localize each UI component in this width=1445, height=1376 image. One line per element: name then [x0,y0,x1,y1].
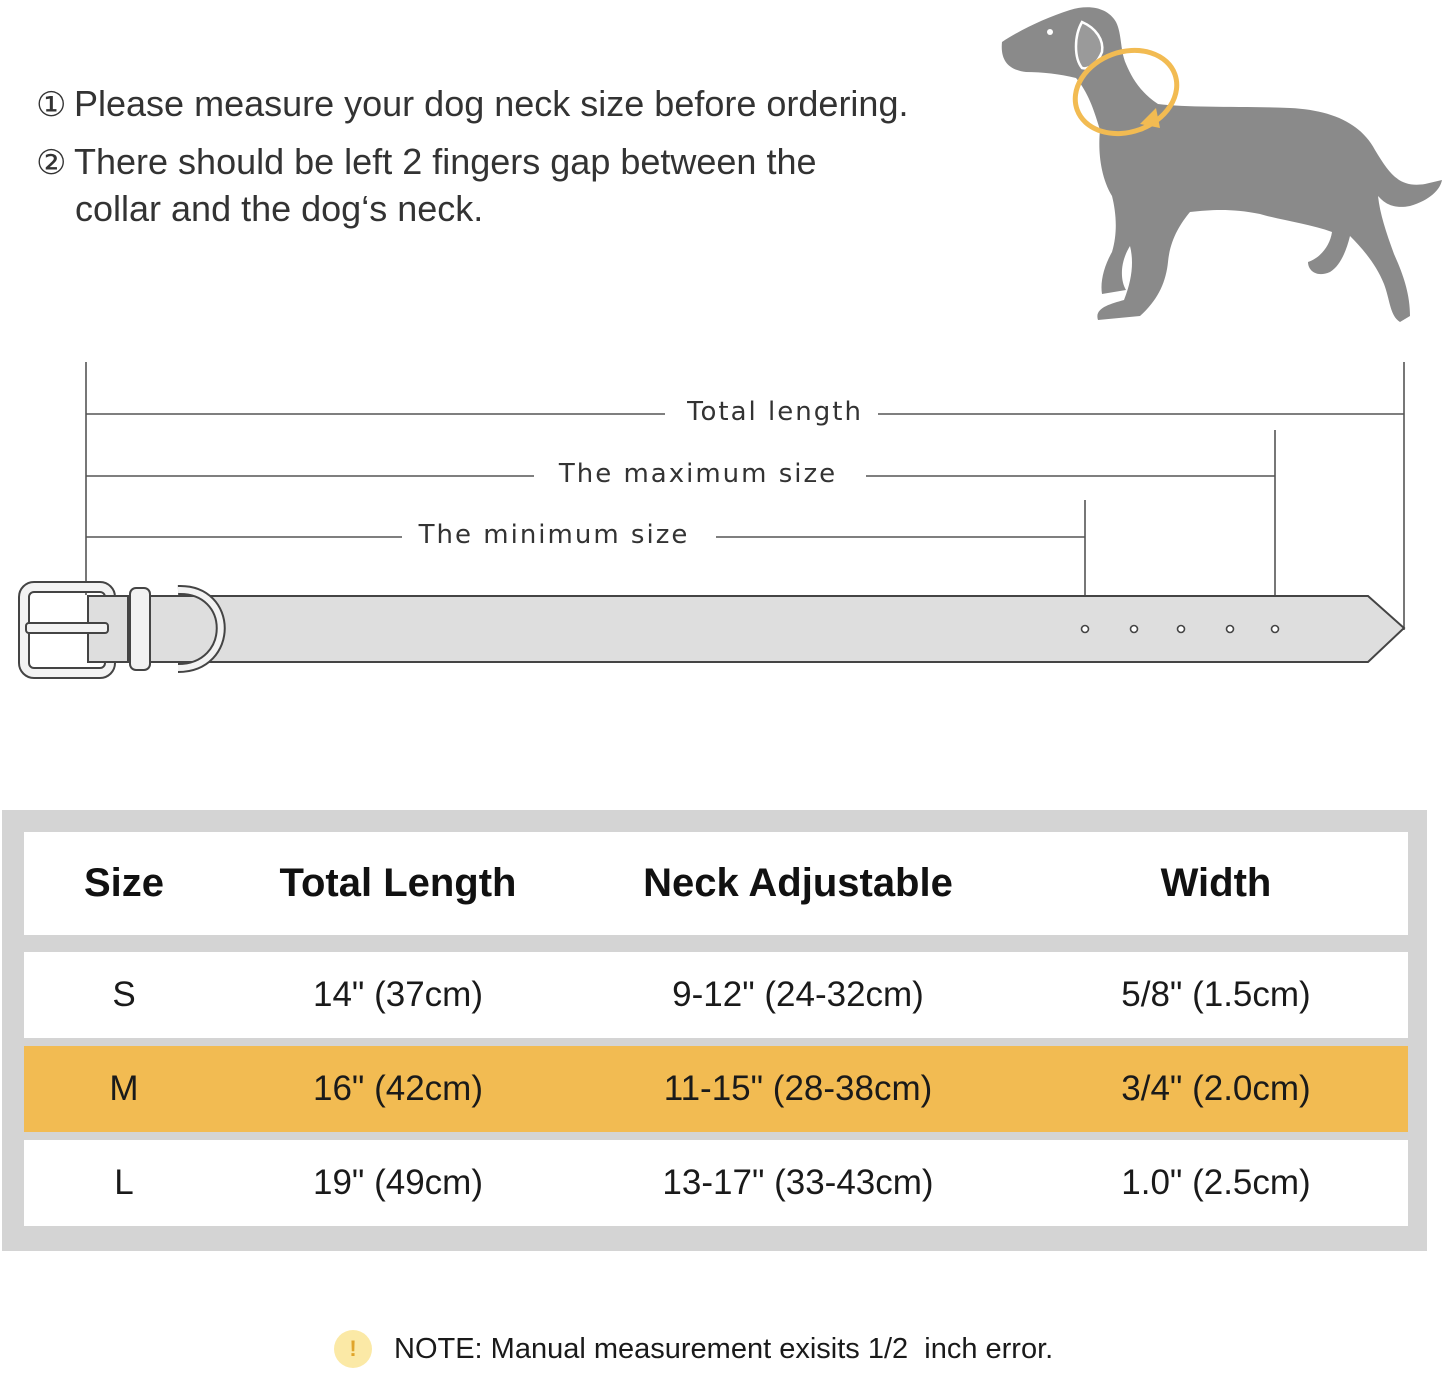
cell-total-length: 19" (49cm) [313,1163,483,1202]
header-size: Size [83,861,165,905]
collar-strap [150,596,1404,662]
exclamation-icon: ! [334,1330,372,1368]
note-text: NOTE: Manual measurement exisits 1/2 inch error. [394,1332,1054,1365]
measurement-note [334,1330,1053,1368]
instruction-2-text: There should be left 2 fingers gap between the [74,141,817,182]
cell-neck-adjustable: 11-15" (28-38cm) [663,1069,933,1108]
total-length-label: Total length [687,397,863,427]
dog-silhouette-icon [1002,7,1442,322]
size-table [2,810,1427,1251]
header-width: Width [1160,861,1272,905]
cell-total-length: 16" (42cm) [313,1069,483,1108]
min-size-label: The minimum size [418,520,690,550]
cell-size: S [112,975,136,1014]
collar-dimension-diagram [0,350,1445,690]
cell-neck-adjustable: 9-12" (24-32cm) [672,975,924,1014]
instruction-1-text: Please measure your dog neck size before ordering. [74,83,909,124]
table-row [24,1140,1408,1226]
dog-eye [1047,29,1053,35]
max-size-label: The maximum size [558,459,838,489]
cell-width: 5/8" (1.5cm) [1121,975,1311,1014]
header-neck-adjustable: Neck Adjustable [643,861,953,905]
instruction-line-1 [36,82,908,126]
step-2-marker: ② [36,144,67,182]
buckle-icon [24,587,128,673]
header-total-length: Total Length [279,861,517,905]
cell-size: L [114,1163,134,1202]
cell-neck-adjustable: 13-17" (33-43cm) [662,1163,934,1202]
table-row-highlighted [24,1046,1408,1132]
cell-width: 3/4" (2.0cm) [1121,1069,1311,1108]
table-row [24,952,1408,1038]
instruction-line-2 [36,140,817,184]
cell-size: M [109,1069,139,1108]
instruction-line-2-continued: collar and the dog‘s neck. [75,188,484,229]
table-header-row [24,832,1408,935]
dog-illustration [990,0,1445,335]
cell-width: 1.0" (2.5cm) [1121,1163,1311,1202]
step-1-marker: ① [36,86,67,124]
keeper-loop-icon [130,588,150,670]
cell-total-length: 14" (37cm) [313,975,483,1014]
